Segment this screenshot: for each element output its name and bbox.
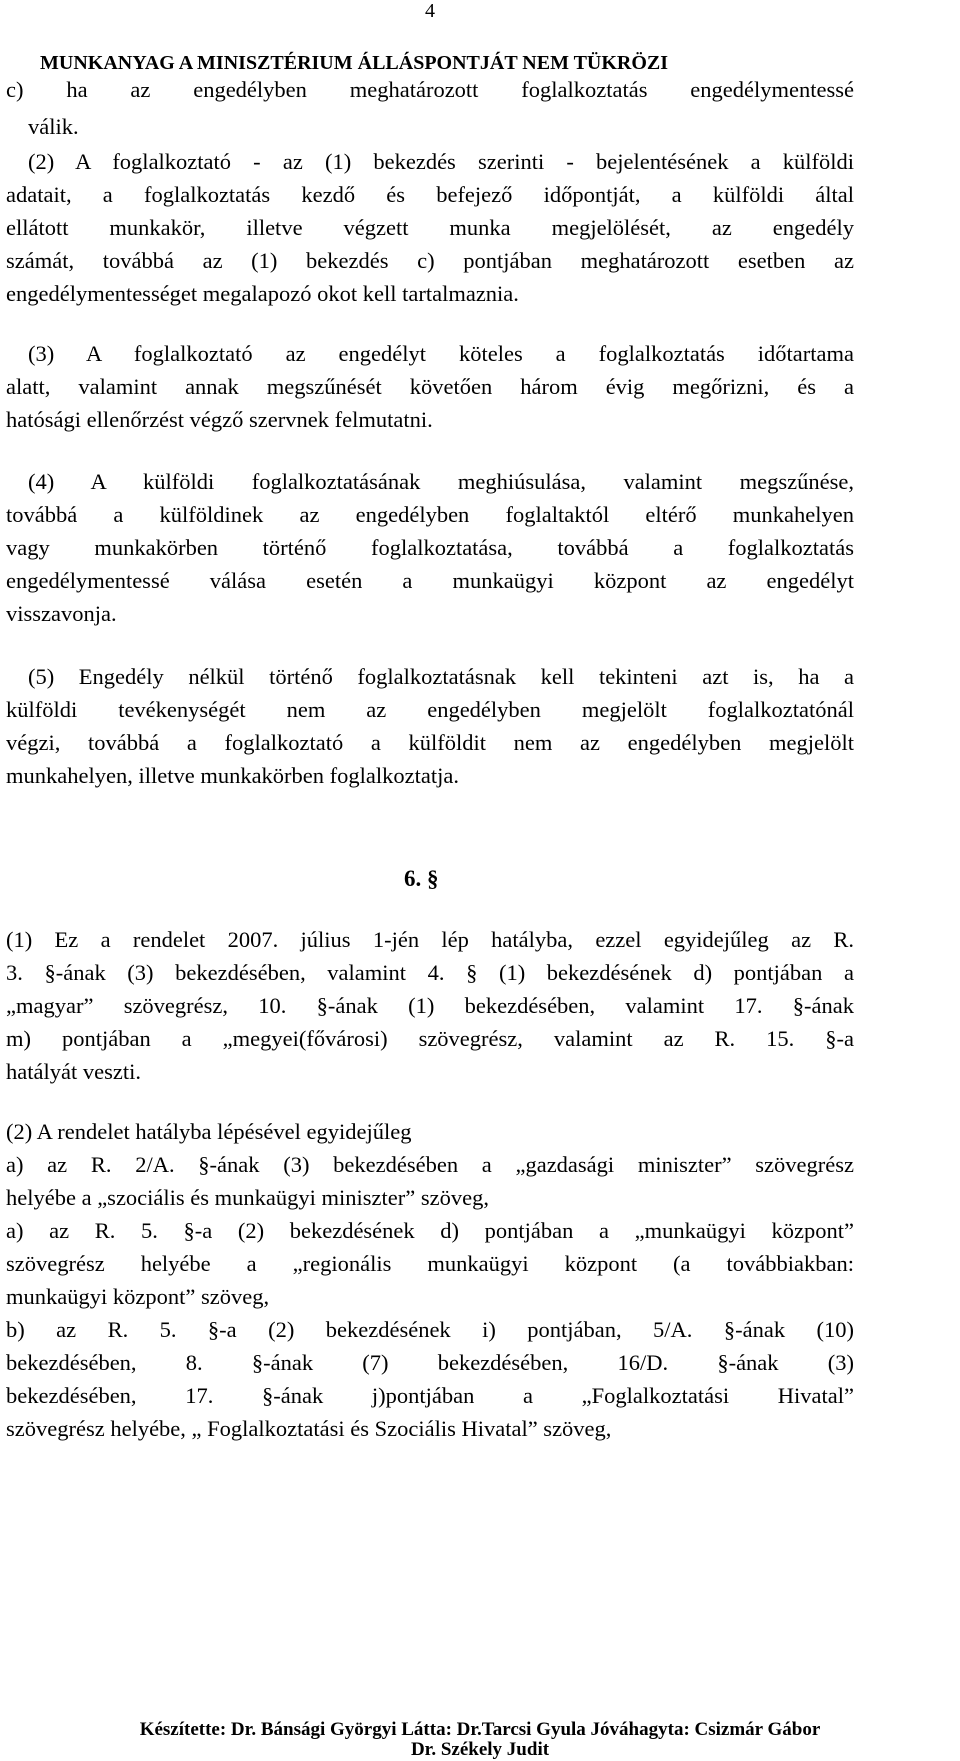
body-line: engedélymentességet megalapozó okot kell tartalmaznia.: [6, 281, 519, 306]
body-line: bekezdésében, 17. §-ának j)pontjában a „Foglalkoztatási Hivatal”: [6, 1383, 854, 1408]
body-line: m) pontjában a „megyei(fővárosi) szövegrész, valamint az R. 15. §-a: [6, 1026, 854, 1051]
body-line: a) az R. 2/A. §-ának (3) bekezdésében a „gazdasági miniszter” szövegrész: [6, 1152, 854, 1177]
body-line: (2) A foglalkoztató - az (1) bekezdés szerinti - bejelentésének a külföldi: [28, 149, 854, 174]
body-line: (1) Ez a rendelet 2007. július 1-jén lép hatályba, ezzel egyidejűleg az R.: [6, 927, 854, 952]
body-line: „magyar” szövegrész, 10. §-ának (1) bekezdésében, valamint 17. §-ának: [6, 993, 854, 1018]
body-line: szövegrész helyébe a „regionális munkaügyi központ (a továbbiakban:: [6, 1251, 854, 1276]
body-line: (3) A foglalkoztató az engedélyt köteles a foglalkoztatás időtartama: [28, 341, 854, 366]
body-line: (5) Engedély nélkül történő foglalkoztatásnak kell tekinteni azt is, ha a: [28, 664, 854, 689]
body-line: b) az R. 5. §-a (2) bekezdésének i) pontjában, 5/A. §-ának (10): [6, 1317, 854, 1342]
body-line: adatait, a foglalkoztatás kezdő és befejező időpontját, a külföldi által: [6, 182, 854, 207]
body-line: külföldi tevékenységét nem az engedélyben megjelölt foglalkoztatónál: [6, 697, 854, 722]
body-line: 3. §-ának (3) bekezdésében, valamint 4. § (1) bekezdésének d) pontjában a: [6, 960, 854, 985]
body-line: továbbá a külföldinek az engedélyben foglaltaktól eltérő munkahelyen: [6, 502, 854, 527]
body-line: hatósági ellenőrzést végző szervnek felmutatni.: [6, 407, 433, 432]
body-line: munkaügyi központ” szöveg,: [6, 1284, 270, 1309]
body-line: (4) A külföldi foglalkoztatásának meghiúsulása, valamint megszűnése,: [28, 469, 854, 494]
body-line: számát, továbbá az (1) bekezdés c) pontjában meghatározott esetben az: [6, 248, 854, 273]
body-line: szövegrész helyébe, „ Foglalkoztatási és Szociális Hivatal” szöveg,: [6, 1416, 612, 1441]
body-line: visszavonja.: [6, 601, 117, 626]
footer-credits: Készítette: Dr. Bánsági Györgyi Látta: Dr.Tarcsi Gyula Jóváhagyta: Csizmár Gábor: [139, 1719, 821, 1740]
body-line: alatt, valamint annak megszűnését követően három évig megőrizni, és a: [6, 374, 854, 399]
page-number: 4: [425, 0, 435, 22]
body-line: helyébe a „szociális és munkaügyi miniszter” szöveg,: [6, 1185, 489, 1210]
body-line: engedélymentessé válása esetén a munkaügyi központ az engedélyt: [6, 568, 854, 593]
body-line: ellátott munkakör, illetve végzett munka megjelölését, az engedély: [6, 215, 854, 240]
body-line: vagy munkakörben történő foglalkoztatása, továbbá a foglalkoztatás: [6, 535, 854, 560]
body-line: válik.: [28, 114, 79, 139]
body-line: munkahelyen, illetve munkakörben foglalkoztatja.: [6, 763, 459, 788]
body-line: a) az R. 5. §-a (2) bekezdésének d) pontjában a „munkaügyi központ”: [6, 1218, 854, 1243]
footer-credits-second-line: Dr. Székely Judit: [410, 1739, 550, 1760]
draft-header: MUNKANYAG A MINISZTÉRIUM ÁLLÁSPONTJÁT NEM TÜKRÖZI: [40, 52, 669, 74]
body-line: végzi, továbbá a foglalkoztató a külföldit nem az engedélyben megjelölt: [6, 730, 854, 755]
body-line: bekezdésében, 8. §-ának (7) bekezdésében, 16/D. §-ának (3): [6, 1350, 854, 1375]
body-line: (2) A rendelet hatályba lépésével egyidejűleg: [6, 1119, 412, 1144]
section-heading: 6. §: [404, 866, 439, 891]
body-line: c) ha az engedélyben meghatározott foglalkoztatás engedélymentessé: [6, 77, 854, 102]
body-line: hatályát veszti.: [6, 1059, 141, 1084]
